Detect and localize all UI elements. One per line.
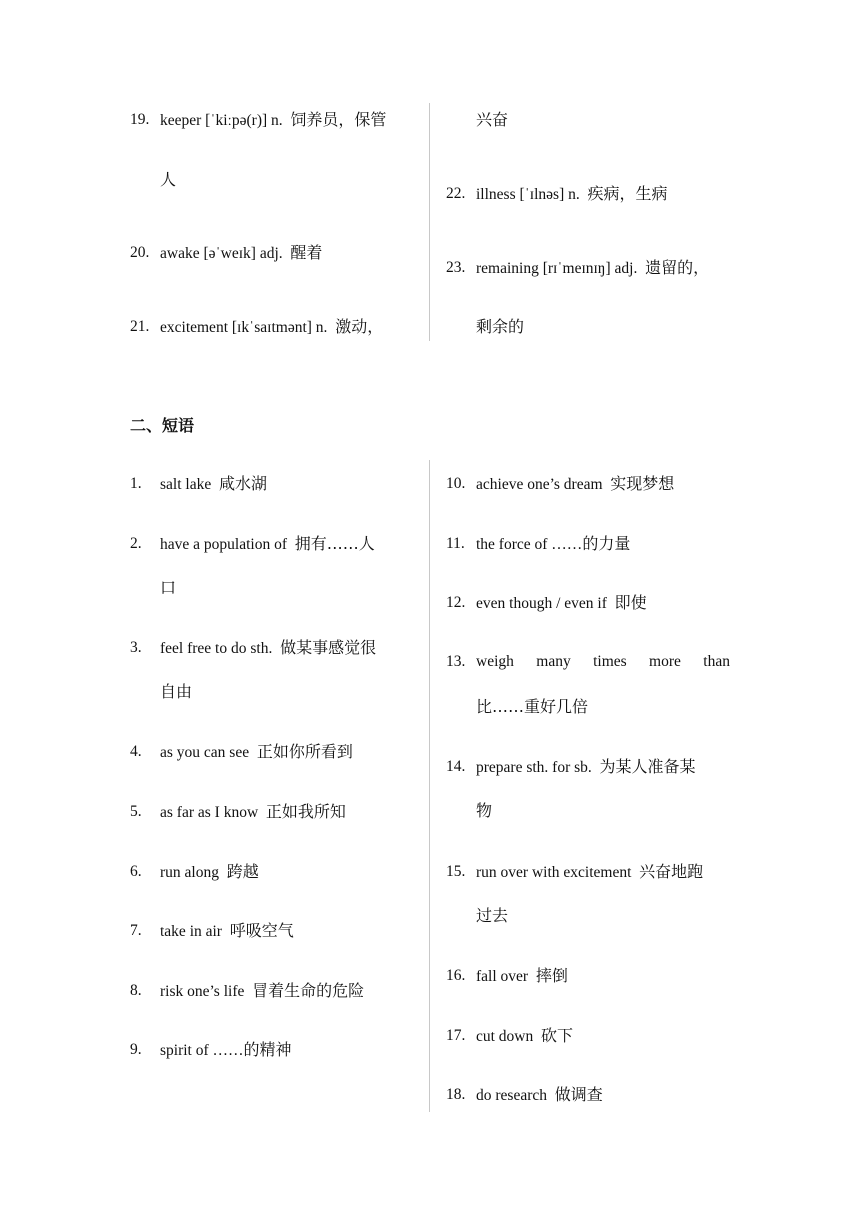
phrase-english: feel free to do sth. (160, 640, 273, 657)
phrase-english: as you can see (160, 744, 250, 761)
vocab-word: remaining [rɪˈmeɪnɪŋ] adj. (476, 260, 638, 277)
phrase-word: many (536, 653, 571, 670)
phrase-chinese: 兴奋地跑 (639, 862, 704, 881)
vocab-meaning: 疾病，生病 (587, 184, 668, 203)
phrase-english: do research (476, 1087, 547, 1104)
phrase-chinese: 摔倒 (535, 966, 568, 985)
phrase-english: prepare sth. for sb. (476, 759, 592, 776)
phrase-english: even though / even if (476, 595, 607, 612)
vocab-word: illness [ˈɪlnəs] n. (476, 186, 580, 203)
phrase-item-2-continued: 口 (160, 578, 177, 597)
vocab-item-23-continued: 剩余的 (476, 317, 525, 336)
vocab-word: excitement [ɪkˈsaɪtmənt] n. (160, 319, 328, 336)
phrase-chinese: 咸水湖 (218, 474, 267, 493)
vocab-item-21-continued: 兴奋 (476, 110, 509, 129)
document-page: 19. keeper [ˈkiːpə(r)] n. 饲养员，保管 人 20. awake [əˈweɪk] adj. 醒着 21. excitement [ɪkˈsaɪtmənt] n. 激动， 兴奋 22. illness [ˈɪlnəs] n. 疾病，生病 23. remaining [rɪˈmeɪnɪŋ] adj. 遗留的， 剩余的 二、短语 1. salt lake 咸水湖 2. have a population of 拥有……人 口 3. feel free to do sth. 做某事感觉很 自由 4. as you can see 正如你所看到 5. as far as I know 正如我所知 6. run along 跨越 7. take in air 呼吸空气 8. risk one’s life 冒着生命的危险 9. spirit of ……的精神 10. achieve one’s dream 实现梦想 11. the force of ……的力量 12. even though / even if 即使 13. weigh many times more than 比……重好几倍 14. prepare sth. for sb. 为某人准备某 物 15. run over with excitement 兴奋地跑 过去 16. fall over 摔倒 17. cut down 砍下 18. do research 做调查 (0, 0, 860, 1216)
phrase-word: times (593, 653, 627, 670)
phrase-english: salt lake (160, 476, 212, 493)
vocab-meaning: 醒着 (290, 243, 323, 262)
vocab-item-19-continued: 人 (160, 170, 177, 189)
column-divider-top (429, 103, 430, 341)
phrase-chinese: 的精神 (243, 1040, 292, 1059)
phrase-word: more (649, 653, 681, 670)
phrase-chinese: 正如我所知 (265, 802, 346, 821)
phrase-chinese: 实现梦想 (610, 474, 675, 493)
phrase-english: run along (160, 864, 219, 881)
phrase-chinese: 的力量 (582, 534, 631, 553)
phrase-chinese: 为某人准备某 (599, 757, 696, 776)
phrase-word: weigh (476, 653, 514, 670)
phrase-chinese: 呼吸空气 (229, 921, 294, 940)
phrase-item-14-continued: 物 (476, 801, 493, 820)
phrase-english: as far as I know (160, 804, 259, 821)
phrase-english: achieve one’s dream (476, 476, 603, 493)
phrase-chinese: 冒着生命的危险 (252, 981, 365, 1000)
phrase-english: take in air (160, 923, 222, 940)
vocab-word: keeper [ˈkiːpə(r)] n. (160, 112, 283, 129)
phrase-chinese: 正如你所看到 (256, 742, 353, 761)
vocab-meaning: 遗留的， (645, 258, 710, 277)
vocab-meaning: 饲养员，保管 (290, 110, 387, 129)
phrase-english (476, 652, 730, 672)
phrase-english: have a population of (160, 536, 287, 553)
phrase-english: risk one’s life (160, 983, 245, 1000)
phrase-item-3-continued: 自由 (160, 682, 193, 701)
phrase-english: cut down (476, 1028, 534, 1045)
phrase-word: than (703, 653, 730, 670)
vocab-meaning: 激动， (335, 317, 384, 336)
phrase-chinese: 做某事感觉很 (280, 638, 377, 657)
phrase-chinese: 跨越 (226, 862, 259, 881)
phrase-chinese: 拥有……人 (294, 534, 375, 553)
phrase-chinese: 即使 (614, 593, 647, 612)
phrase-english: the force of …… (476, 536, 583, 553)
phrase-chinese: 砍下 (541, 1026, 574, 1045)
phrase-chinese: 做调查 (554, 1085, 603, 1104)
phrase-english: spirit of …… (160, 1042, 244, 1059)
column-divider-bottom (429, 460, 430, 1112)
phrase-english: fall over (476, 968, 529, 985)
phrase-item-15-continued: 过去 (476, 906, 509, 925)
vocab-word: awake [əˈweɪk] adj. (160, 245, 283, 262)
phrase-english: run over with excitement (476, 864, 632, 881)
phrase-item-13-continued: 比……重好几倍 (476, 697, 589, 716)
section-heading: 二、短语 (130, 416, 195, 435)
